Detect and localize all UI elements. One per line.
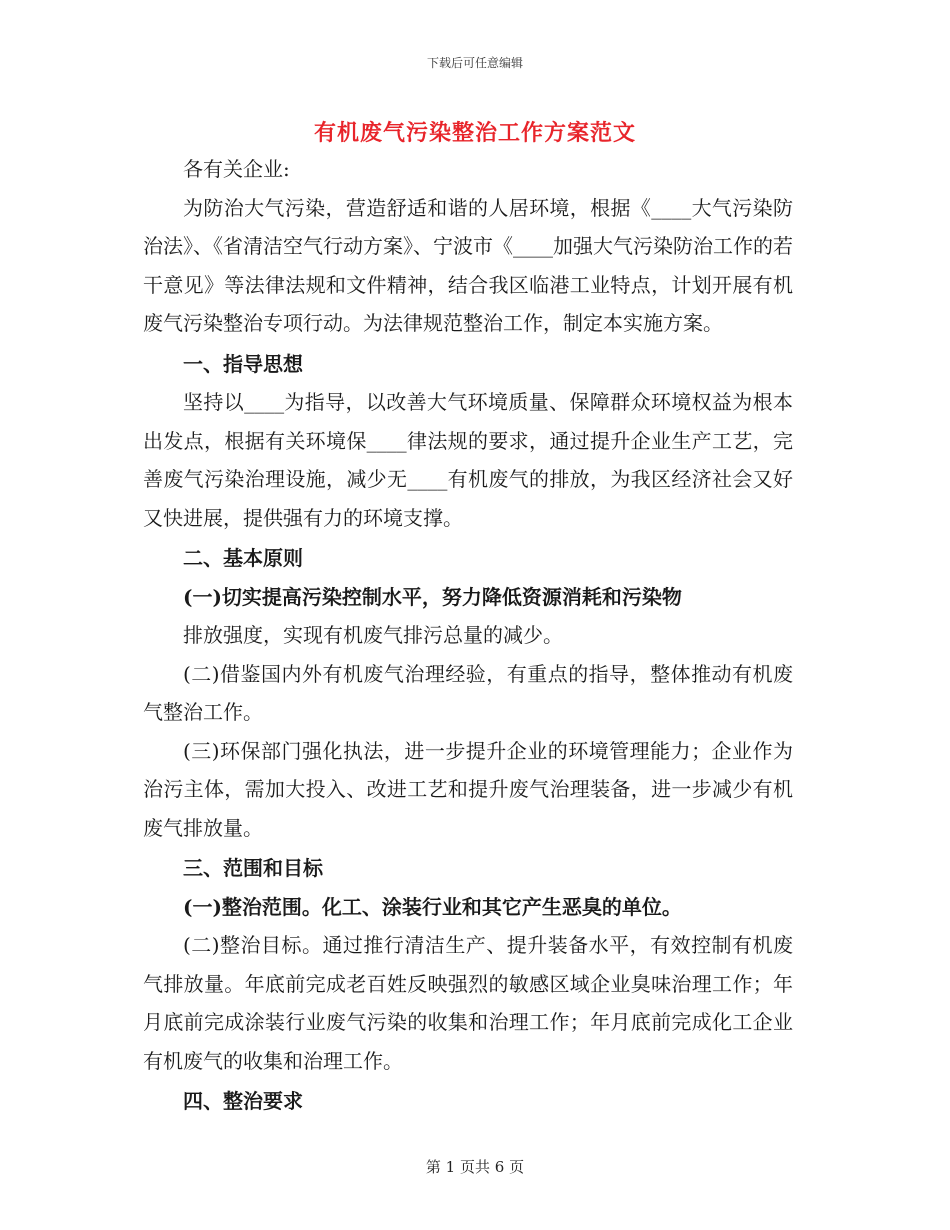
intro-paragraph: 为防治大气污染，营造舒适和谐的人居环境，根据《____大气污染防治法》、《省清洁空气行动方案》、宁波市《____加强大气污染防治工作的若干意见》等法律法规和文件精神，结合我区临港工业特点，计划开展有机废气污染整治专项行动。为法律规范整治工作，制定本实施方案。 bbox=[143, 195, 793, 335]
section-heading-basic-principles: 二、基本原则 bbox=[183, 546, 303, 570]
section-heading-guiding-ideology: 一、指导思想 bbox=[183, 351, 303, 376]
salutation-paragraph: 各有关企业: bbox=[183, 157, 290, 181]
principle-3-paragraph: (三)环保部门强化执法，进一步提升企业的环境管理能力；企业作为治污主体，需加大投入、改进工艺和提升废气治理装备，进一步减少有机废气排放量。 bbox=[143, 738, 793, 840]
principle-1-heading: (一)切实提高污染控制水平，努力降低资源消耗和污染物 bbox=[183, 584, 682, 609]
section-heading-scope-goals: 三、范围和目标 bbox=[183, 856, 323, 880]
header-note: 下载后可任意编辑 bbox=[426, 56, 523, 70]
principle-1-paragraph: 排放强度，实现有机废气排污总量的减少。 bbox=[183, 623, 563, 647]
document-title: 有机废气污染整治工作方案范文 bbox=[313, 120, 636, 146]
goals-paragraph: (二)整治目标。通过推行清洁生产、提升装备水平，有效控制有机废气排放量。年底前完成老百姓反映强烈的敏感区域企业臭味治理工作；年月底前完成涂装行业废气污染的收集和治理工作；年月底前完成化工企业有机废气的收集和治理工作。 bbox=[143, 933, 793, 1073]
document-body bbox=[143, 150, 793, 1121]
section-heading-requirements: 四、整治要求 bbox=[183, 1089, 303, 1113]
principle-2-paragraph: (二)借鉴国内外有机废气治理经验，有重点的指导，整体推动有机废气整治工作。 bbox=[143, 661, 793, 724]
page-footer: 第 1 页共 6 页 bbox=[425, 1158, 525, 1176]
scope-paragraph: (一)整治范围。化工、涂装行业和其它产生恶臭的单位。 bbox=[183, 894, 682, 919]
guiding-ideology-paragraph: 坚持以____为指导，以改善大气环境质量、保障群众环境权益为根本出发点，根据有关环境保____律法规的要求，通过提升企业生产工艺，完善废气污染治理设施，减少无____有机废气的排放，为我区经济社会又好又快进展，提供强有力的环境支撑。 bbox=[143, 390, 793, 530]
